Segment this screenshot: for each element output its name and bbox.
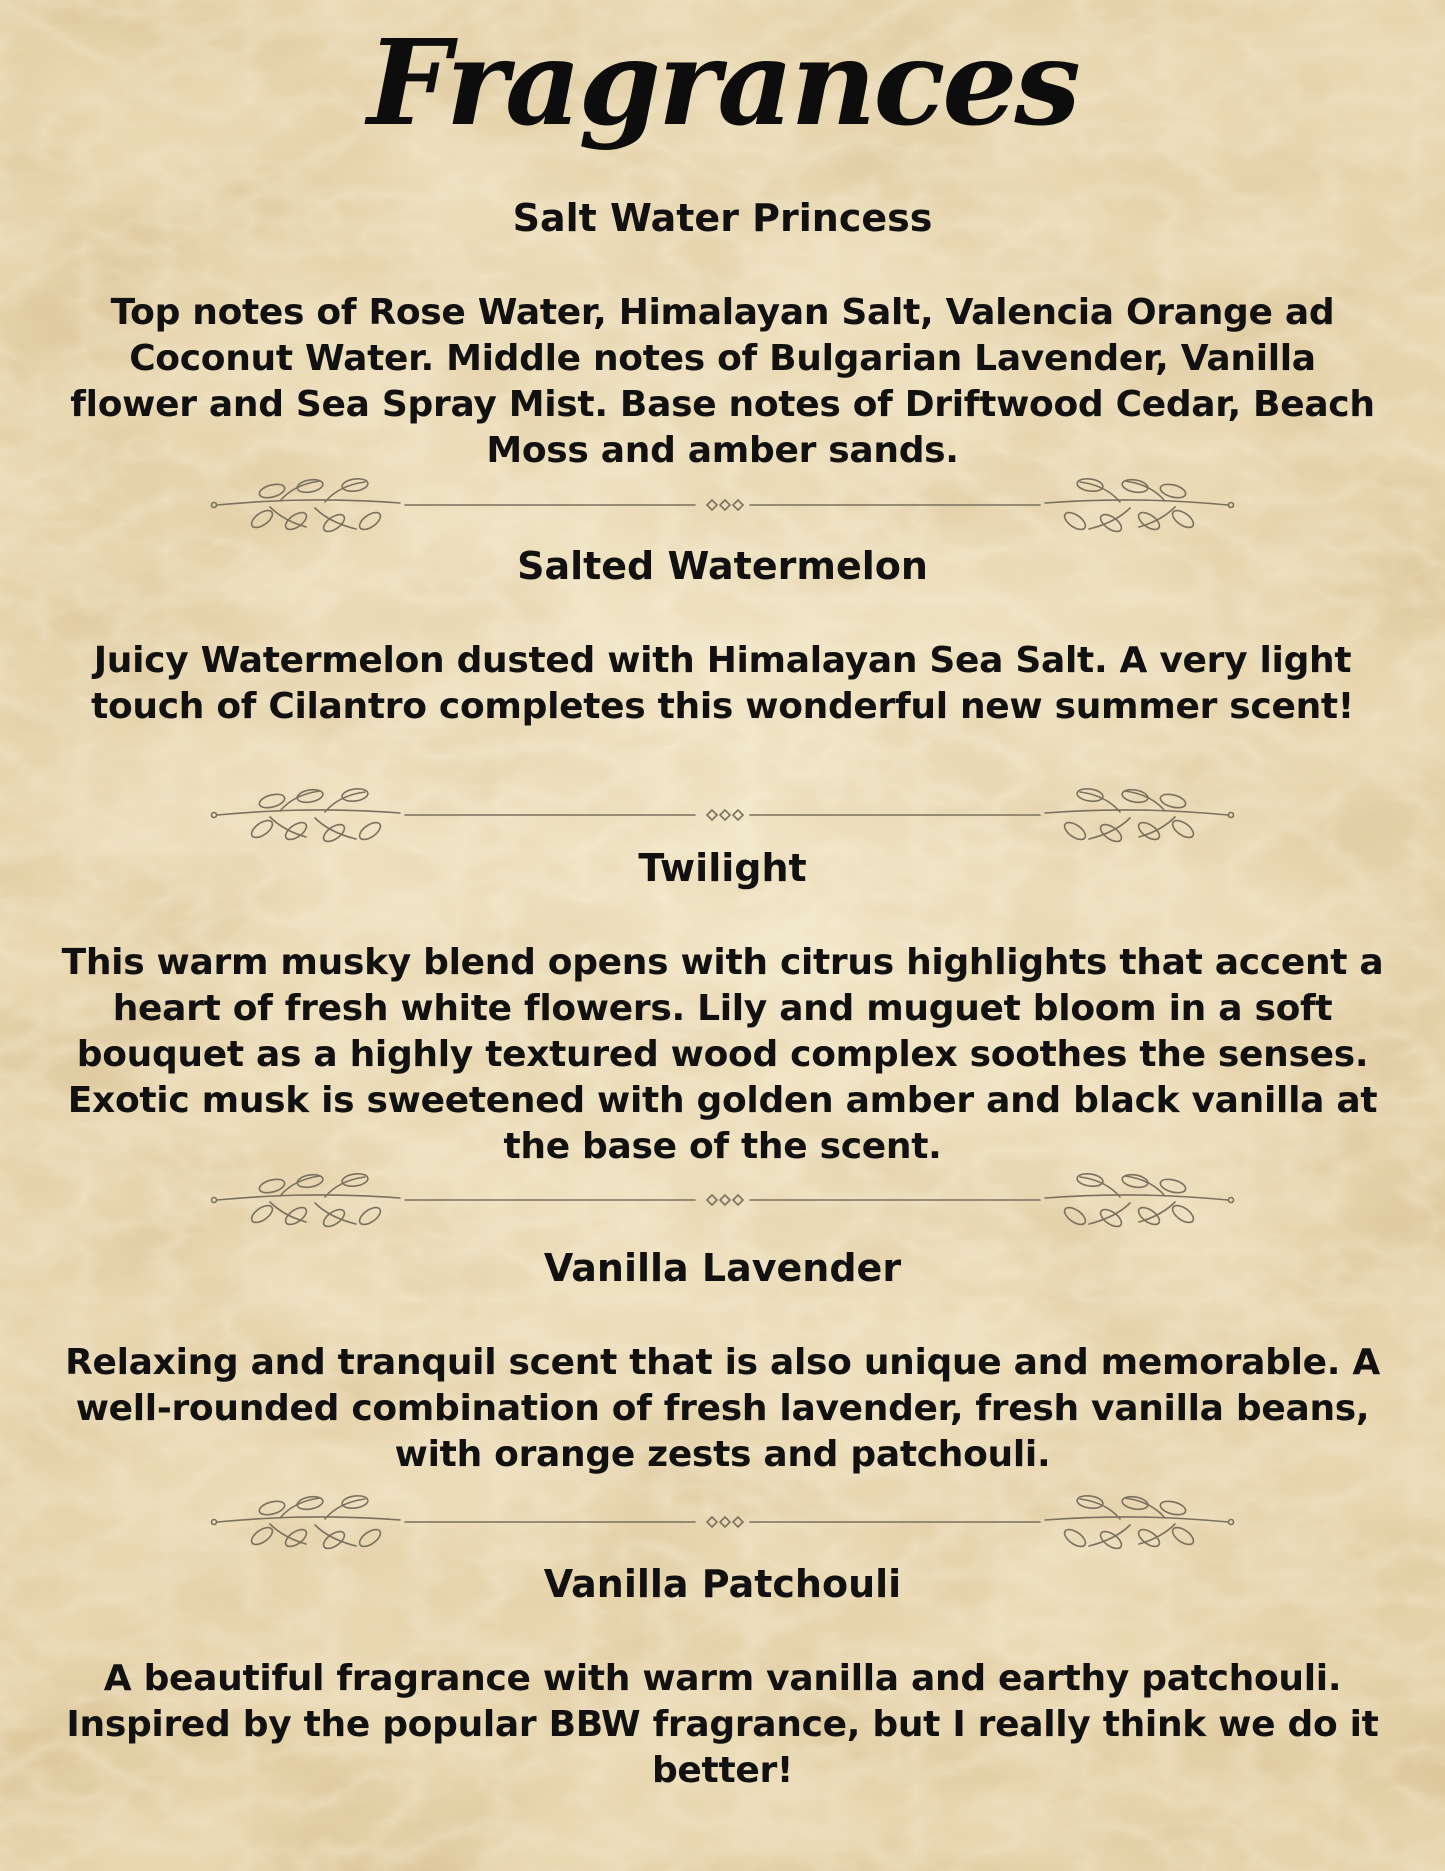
fragrance-section-salt-water-princess (60, 196, 1385, 474)
fragrance-section-vanilla-patchouli (60, 1562, 1385, 1794)
floral-divider (210, 785, 1235, 845)
fragrance-name: Salt Water Princess (512, 196, 933, 240)
floral-divider (210, 1170, 1235, 1230)
floral-divider (210, 1492, 1235, 1552)
fragrance-section-twilight (60, 846, 1385, 1170)
fragrance-description: Top notes of Rose Water, Himalayan Salt, Valencia Orange ad Coconut Water. Middle notes of Bulgarian Lavender, Vanilla flower and Sea Spray Mist. Base notes of Driftwood Cedar, Beach Moss and amber sands. (70, 292, 1375, 471)
fragrance-section-vanilla-lavender (60, 1246, 1385, 1478)
fragrance-description: Relaxing and tranquil scent that is also unique and memorable. A well-rounded combination of fresh lavender, fresh vanilla beans, with orange zests and patchouli. (65, 1342, 1380, 1475)
fragrance-description: Juicy Watermelon dusted with Himalayan Sea Salt. A very light touch of Cilantro completes this wonderful new summer scent! (91, 640, 1354, 727)
fragrance-section-salted-watermelon (60, 544, 1385, 730)
fragrance-name: Vanilla Patchouli (543, 1562, 902, 1606)
page-title: Fragrances (367, 13, 1078, 152)
fragrance-name: Twilight (638, 846, 807, 890)
fragrance-name: Vanilla Lavender (543, 1246, 902, 1290)
floral-divider (210, 475, 1235, 535)
fragrance-description: This warm musky blend opens with citrus highlights that accent a heart of fresh white flowers. Lily and muguet bloom in a soft bouquet as a highly textured wood complex soothes the senses. Exotic musk is sweetened with golden amber and black vanilla at the base of the scent. (61, 942, 1384, 1167)
fragrance-name: Salted Watermelon (517, 544, 928, 588)
fragrance-description: A beautiful fragrance with warm vanilla and earthy patchouli. Inspired by the popular BBW fragrance, but I really think we do it better! (66, 1658, 1379, 1791)
